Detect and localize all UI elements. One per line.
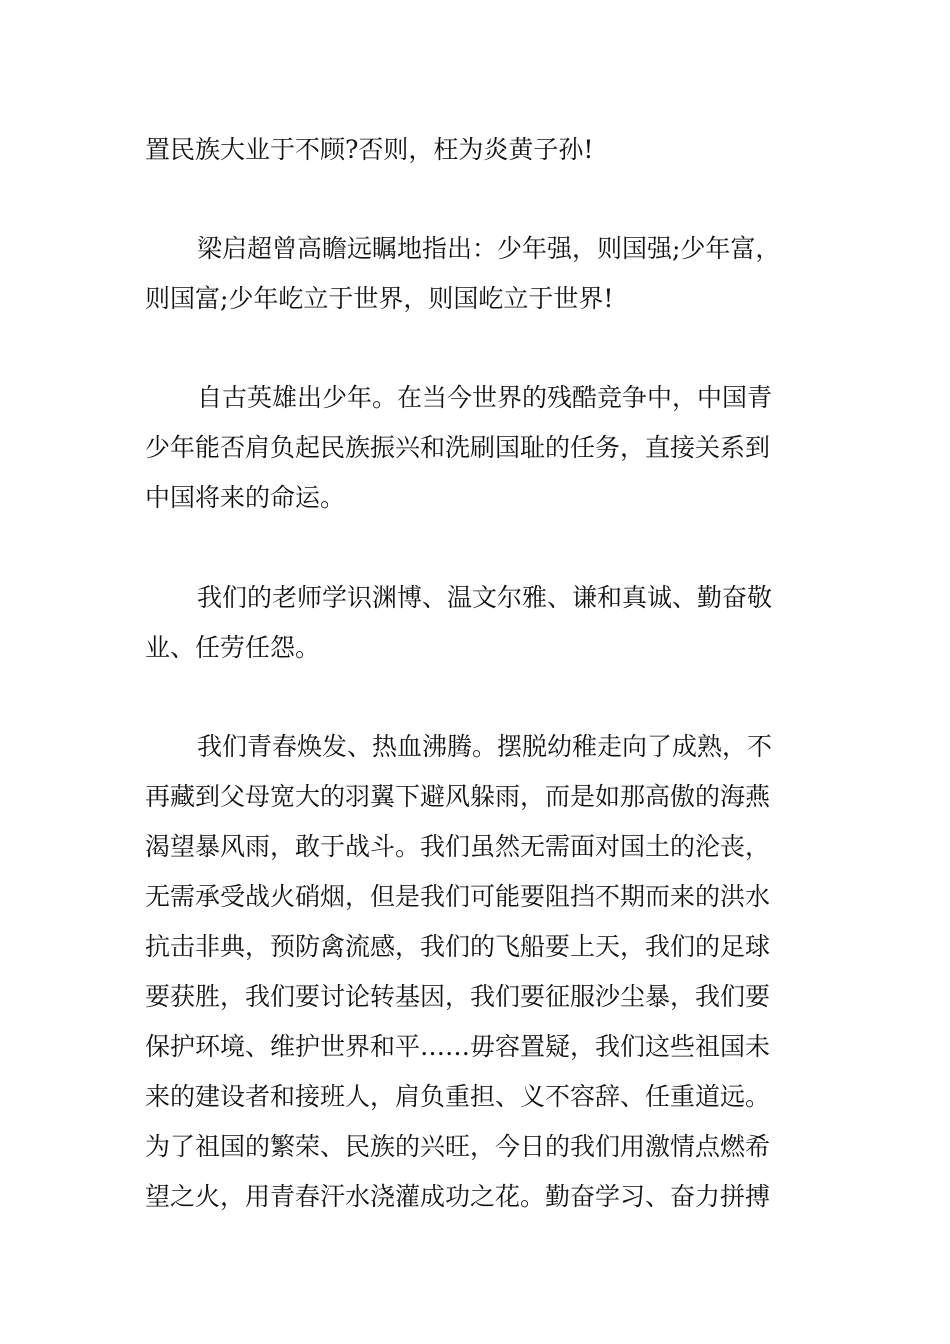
text-line-10: 再藏到父母宽大的羽翼下避风躲雨，而是如那高傲的海燕 bbox=[145, 782, 771, 811]
text-line-3: 则国富;少年屹立于世界，则国屹立于世界! bbox=[145, 284, 614, 313]
text-line-6: 中国将来的命运。 bbox=[145, 483, 346, 512]
text-line-12: 无需承受战火硝烟，但是我们可能要阻挡不期而来的洪水 bbox=[145, 882, 771, 911]
text-line-11: 渴望暴风雨，敢于战斗。我们虽然无需面对国土的沦丧， bbox=[145, 832, 771, 861]
text-line-2: 梁启超曾高瞻远瞩地指出：少年强，则国强;少年富， bbox=[197, 234, 781, 263]
text-line-7: 我们的老师学识渊博、温文尔雅、谦和真诚、勤奋敬 bbox=[197, 583, 773, 612]
text-line-4: 自古英雄出少年。在当今世界的残酷竞争中，中国青 bbox=[197, 383, 773, 412]
text-line-5: 少年能否肩负起民族振兴和洗刷国耻的任务，直接关系到 bbox=[145, 433, 771, 462]
text-line-14: 要获胜，我们要讨论转基因，我们要征服沙尘暴，我们要 bbox=[145, 982, 771, 1011]
text-line-17: 为了祖国的繁荣、民族的兴旺，今日的我们用激情点燃希 bbox=[145, 1132, 771, 1161]
text-line-18: 望之火，用青春汗水浇灌成功之花。勤奋学习、奋力拼搏 bbox=[145, 1182, 771, 1211]
text-line-9: 我们青春焕发、热血沸腾。摆脱幼稚走向了成熟，不 bbox=[197, 732, 773, 761]
text-line-16: 来的建设者和接班人，肩负重担、义不容辞、任重道远。 bbox=[145, 1082, 771, 1111]
text-line-1: 置民族大业于不顾?否则，枉为炎黄子孙! bbox=[145, 135, 594, 164]
text-line-13: 抗击非典，预防禽流感，我们的飞船要上天，我们的足球 bbox=[145, 932, 771, 961]
text-line-15: 保护环境、维护世界和平……毋容置疑，我们这些祖国未 bbox=[145, 1032, 771, 1061]
text-line-8: 业、任劳任怨。 bbox=[145, 633, 321, 662]
